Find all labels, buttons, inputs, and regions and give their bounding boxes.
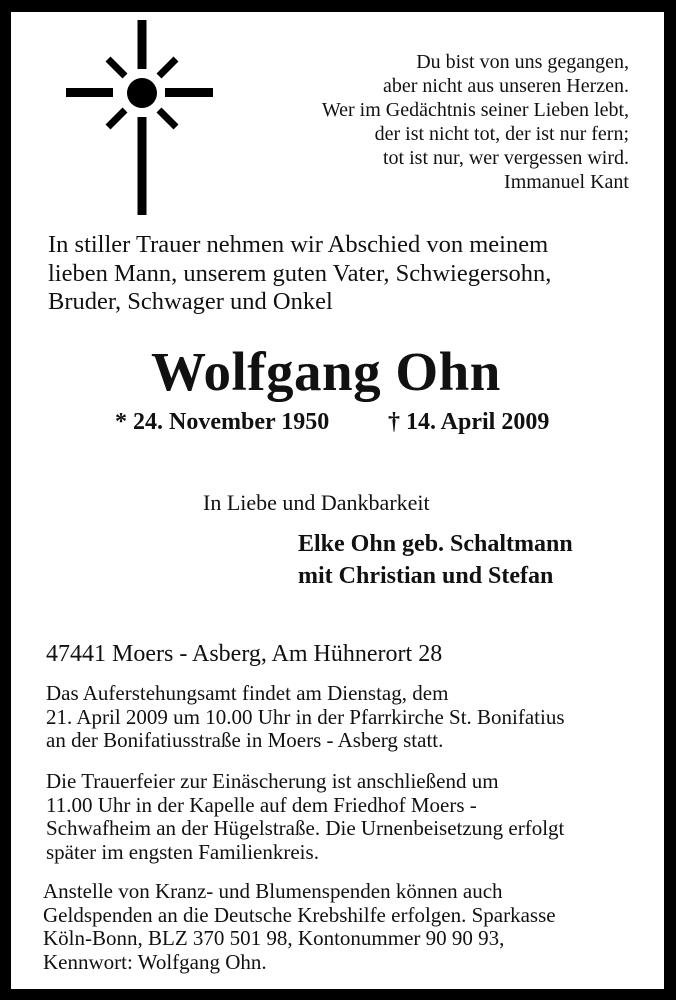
funeral-mass-paragraph [46,682,565,753]
quote-line: der ist nicht tot, der ist nur fern; [374,123,629,145]
paragraph-line: Kennwort: Wolfgang Ohn. [43,950,267,975]
intro-line: Bruder, Schwager und Onkel [48,288,333,315]
quote-line: Wer im Gedächtnis seiner Lieben lebt, [321,99,629,121]
memorial-quote [322,50,629,194]
paragraph-line: 21. April 2009 um 10.00 Uhr in der Pfarrkirche St. Bonifatius [46,704,565,729]
paragraph-line: Die Trauerfeier zur Einäscherung ist anschließend um [46,769,499,793]
deceased-name: Wolfgang Ohn [151,341,501,402]
donation-paragraph [43,880,556,975]
mourners-names [298,528,573,592]
quote-line: tot ist nur, wer vergessen wird. [382,147,629,169]
quote-author: Immanuel Kant [504,171,629,193]
intro-line: In stiller Trauer nehmen wir Abschied von meinem [48,231,549,258]
paragraph-line: 11.00 Uhr in der Kapelle auf dem Friedhof Moers - [46,792,477,817]
obituary-notice [11,12,664,989]
paragraph-line: an der Bonifatiusstraße in Moers - Asberg statt. [46,728,444,753]
intro-text [48,231,551,317]
paragraph-line: Anstelle von Kranz- und Blumenspenden können auch [43,879,503,903]
paragraph-line: Das Auferstehungsamt findet am Dienstag, dem [46,681,449,705]
cremation-ceremony-paragraph [46,770,564,865]
intro-line: lieben Mann, unserem guten Vater, Schwiegersohn, [48,259,552,287]
quote-line: Du bist von uns gegangen, [416,51,629,73]
paragraph-line: Schwafheim an der Hügelstraße. Die Urnenbeisetzung erfolgt [46,816,565,841]
quote-line: aber nicht aus unseren Herzen. [383,75,629,97]
paragraph-line: später im engsten Familienkreis. [46,840,319,865]
gratitude-line: In Liebe und Dankbarkeit [203,490,430,515]
paragraph-line: Geldspenden an die Deutsche Krebshilfe erfolgen. Sparkasse [43,902,556,927]
paragraph-line: Köln-Bonn, BLZ 370 501 98, Kontonummer 90 90 93, [43,926,505,951]
birth-date: * 24. November 1950 [115,409,330,435]
mourner-line: mit Christian und Stefan [298,563,554,589]
death-date: † 14. April 2009 [388,409,550,435]
mourner-line: Elke Ohn geb. Schaltmann [298,531,573,557]
family-address: 47441 Moers - Asberg, Am Hühnerort 28 [46,641,443,667]
